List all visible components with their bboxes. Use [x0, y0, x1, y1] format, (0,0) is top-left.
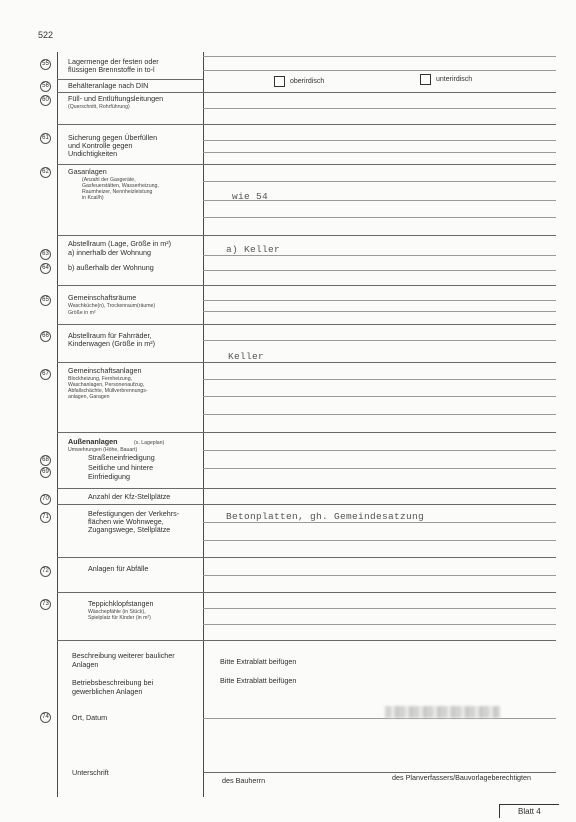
answer-line	[203, 504, 556, 505]
page-number: 522	[38, 30, 54, 40]
answer-line	[203, 152, 556, 153]
label-fahrraeder: Abstellraum für Fahrräder,	[68, 331, 152, 340]
answer-line	[203, 488, 556, 489]
answer-line	[203, 92, 556, 93]
label-aussenanlagen: Außenanlagen	[68, 437, 118, 446]
label-unterschrift: Unterschrift	[72, 768, 109, 777]
answer-line	[203, 557, 556, 558]
item-number-61: 61	[40, 133, 51, 144]
row-separator	[57, 557, 203, 558]
item-number-65: 65	[40, 295, 51, 306]
label-waeschepfaehle: Wäschepfähle (in Stück),	[88, 609, 146, 615]
answer-line	[203, 255, 556, 256]
row-separator	[57, 640, 203, 641]
answer-line	[203, 340, 556, 341]
row-separator	[57, 164, 203, 165]
label-zugangswege: Zugangswege, Stellplätze	[88, 525, 171, 534]
note-extrablatt-1: Bitte Extrablatt beifügen	[220, 657, 297, 666]
label-gemeinschaftsraeume-sub2: Größe in m²	[68, 310, 96, 316]
answer-line	[203, 592, 556, 593]
label-gemeinschaftsanlagen-sub2: Waschanlagen, Personenaufzug,	[68, 382, 145, 388]
item-number-66: 66	[40, 331, 51, 342]
label-betriebsbeschreibung: Betriebsbeschreibung bei	[72, 678, 154, 687]
item-number-62: 62	[40, 167, 51, 178]
label-gemeinschaftsanlagen-sub1: Blockheizung, Fernheizung,	[68, 376, 133, 382]
checkbox-unterirdisch[interactable]	[420, 74, 431, 85]
row-separator	[57, 79, 203, 80]
answer-line	[203, 608, 556, 609]
label-gasanlagen-sub1: (Anzahl der Gasgeräte,	[82, 177, 136, 183]
row-separator	[57, 235, 203, 236]
label-oberirdisch: oberirdisch	[290, 78, 325, 85]
item-number-72: 72	[40, 566, 51, 577]
item-number-73: 73	[40, 599, 51, 610]
row-separator	[57, 92, 203, 93]
answer-line	[203, 235, 556, 236]
answer-line	[203, 285, 556, 286]
label-gemeinschaftsraeume: Gemeinschaftsräume	[68, 293, 137, 302]
sheet-number: Blatt 4	[499, 804, 559, 818]
label-fuellleitungen-sub: (Querschnitt, Rohrführung)	[68, 104, 130, 110]
item-number-68: 68	[40, 455, 51, 466]
item-number-70: 70	[40, 494, 51, 505]
answer-line	[203, 640, 556, 641]
answer-line	[203, 181, 556, 182]
label-strasseneinfriedigung: Straßeneinfriedigung	[88, 453, 155, 462]
label-planverfasser: des Planverfassers/Bauvorlageberechtigten	[392, 773, 532, 782]
answer-line	[203, 414, 556, 415]
label-spielplatz: Spielplatz für Kinder (in m²)	[88, 615, 151, 621]
label-fuellleitungen: Füll- und Entlüftungsleitungen	[68, 94, 164, 103]
label-undichtigkeiten: Undichtigkeiten	[68, 149, 118, 158]
label-umwehrungen: Umwehrungen (Höhe, Bauart)	[68, 447, 138, 453]
row-separator	[57, 124, 203, 125]
item-number-64: 64	[40, 263, 51, 274]
label-sicherung: Sicherung gegen Überfüllen	[68, 133, 158, 142]
item-number-60: 60	[40, 95, 51, 106]
label-abfaelle: Anlagen für Abfälle	[88, 564, 149, 573]
item-number-55: 55	[40, 59, 51, 70]
answer-line	[203, 396, 556, 397]
label-abstellraum-ausserhalb: b) außerhalb der Wohnung	[68, 263, 154, 272]
label-beschreibung: Beschreibung weiterer baulicher	[72, 651, 175, 660]
label-gewerbliche-anlagen: gewerblichen Anlagen	[72, 687, 143, 696]
label-gasanlagen-sub4: in Kcal/h)	[82, 195, 104, 201]
answer-line	[203, 56, 556, 57]
item-number-63: 63	[40, 249, 51, 260]
label-gemeinschaftsanlagen-sub3: Abfallschächte, Müllverbrennungs-	[68, 388, 148, 394]
answer-line	[203, 540, 556, 541]
label-kfz-stellplaetze: Anzahl der Kfz-Stellplätze	[88, 492, 171, 501]
row-separator	[57, 432, 203, 433]
item-number-71: 71	[40, 512, 51, 523]
item-number-69: 69	[40, 467, 51, 478]
answer-line	[203, 124, 556, 125]
label-gasanlagen-sub3: Raumheizer, Nennheizleistung	[82, 189, 153, 195]
answer-line	[203, 575, 556, 576]
answer-line	[203, 468, 556, 469]
label-gasanlagen-sub2: Gasfeuerstätten, Wasserheizung,	[82, 183, 159, 189]
checkbox-oberirdisch[interactable]	[274, 76, 285, 87]
note-extrablatt-2: Bitte Extrablatt beifügen	[220, 676, 297, 685]
label-beschreibung-anlagen: Anlagen	[72, 660, 99, 669]
answer-line	[203, 624, 556, 625]
label-gemeinschaftsanlagen: Gemeinschaftsanlagen	[68, 366, 142, 375]
redacted-place-date	[385, 706, 500, 718]
label-verkehrsflaechen: flächen wie Wohnwege,	[88, 517, 164, 526]
answer-line	[203, 108, 556, 109]
row-separator	[57, 592, 203, 593]
label-ort-datum: Ort, Datum	[72, 713, 108, 722]
answer-line	[203, 450, 556, 451]
answer-line	[203, 140, 556, 141]
label-behaelteranlage: Behälteranlage nach DIN	[68, 81, 149, 90]
value-befestigungen: Betonplatten, gh. Gemeindesatzung	[226, 511, 425, 522]
answer-line	[203, 70, 556, 71]
label-unterirdisch: unterirdisch	[436, 76, 473, 83]
label-abstellraum-innerhalb: a) innerhalb der Wohnung	[68, 248, 151, 257]
label-seitliche: Seitliche und hintere	[88, 463, 154, 472]
row-separator	[57, 488, 203, 489]
label-einfriedigung: Einfriedigung	[88, 472, 130, 481]
row-separator	[57, 504, 203, 505]
label-lagermenge: Lagermenge der festen oder	[68, 57, 159, 66]
label-teppichklopfstangen: Teppichklopfstangen	[88, 599, 154, 608]
answer-line	[203, 522, 556, 523]
item-number-74: 74	[40, 712, 51, 723]
answer-line	[203, 164, 556, 165]
value-fahrraeder: Keller	[228, 351, 265, 362]
value-gasanlagen: wie 54	[232, 191, 269, 202]
item-number-56: 56	[40, 81, 51, 92]
answer-line	[203, 379, 556, 380]
label-kinderwagen: Kinderwagen (Größe in m²)	[68, 339, 156, 348]
answer-line	[203, 432, 556, 433]
row-separator	[57, 324, 203, 325]
label-bauherr: des Bauherrn	[222, 776, 266, 785]
label-brennstoffe: flüssigen Brennstoffe in to-l	[68, 65, 155, 74]
item-number-67: 67	[40, 369, 51, 380]
answer-line	[203, 270, 556, 271]
label-kontrolle: und Kontrolle gegen	[68, 141, 133, 150]
row-separator	[57, 285, 203, 286]
answer-line	[203, 300, 556, 301]
label-gemeinschaftsanlagen-sub4: anlagen, Garagen	[68, 394, 110, 400]
answer-line	[203, 311, 556, 312]
answer-line	[203, 217, 556, 218]
label-befestigungen: Befestigungen der Verkehrs-	[88, 509, 180, 518]
row-separator	[57, 362, 203, 363]
answer-line	[203, 718, 556, 719]
value-abstellraum: a) Keller	[226, 244, 281, 255]
label-gasanlagen: Gasanlagen	[68, 167, 107, 176]
answer-line	[203, 362, 556, 363]
label-gemeinschaftsraeume-sub1: Waschküche(n), Trockenraum(räume)	[68, 303, 156, 309]
answer-line	[203, 324, 556, 325]
label-aussenanlagen-lageplan: (s. Lageplan)	[134, 440, 165, 446]
label-abstellraum: Abstellraum (Lage, Größe in m²)	[68, 239, 172, 248]
